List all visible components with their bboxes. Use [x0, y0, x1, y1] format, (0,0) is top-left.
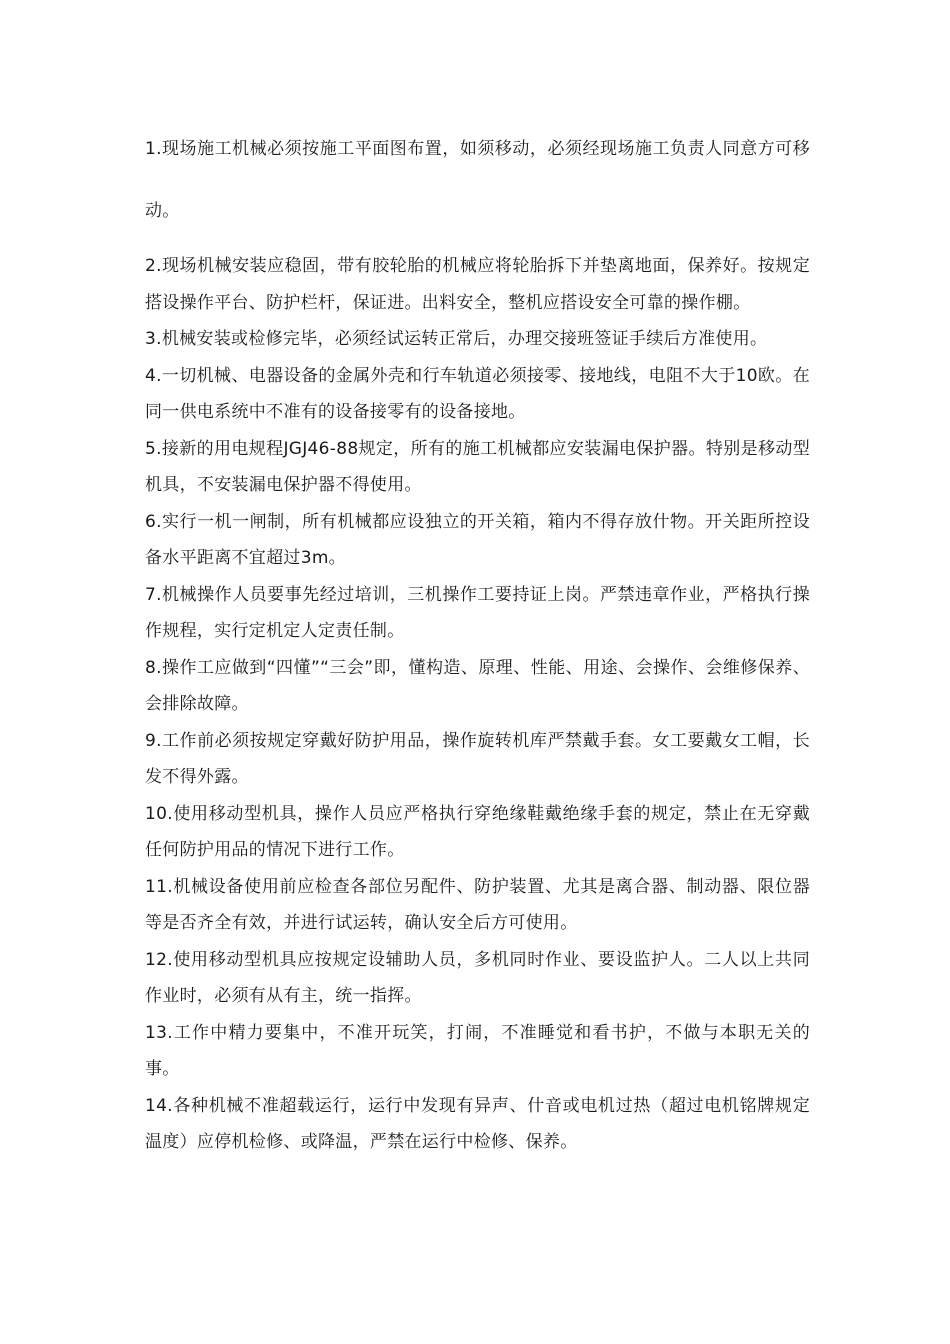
paragraph-14: 14.各种机械不准超载运行，运行中发现有异声、什音或电机过热（超过电机铭牌规定温度）应停机检修、或降温，严禁在运行中检修、保养。	[145, 1095, 810, 1152]
paragraph-3: 3.机械安装或检修完毕，必须经试运转正常后，办理交接班签证手续后方准使用。	[145, 329, 768, 349]
paragraph-2: 2.现场机械安装应稳固，带有胶轮胎的机械应将轮胎拆下并垫离地面，保养好。按规定搭设操作平台、防护栏杆，保证进。出料安全，整机应搭设安全可靠的操作棚。	[145, 256, 810, 313]
paragraph-10: 10.使用移动型机具，操作人员应严格执行穿绝缘鞋戴绝缘手套的规定，禁止在无穿戴任何防护用品的情况下进行工作。	[145, 803, 810, 860]
paragraph-4: 4.一切机械、电器设备的金属外壳和行车轨道必须接零、接地线，电阻不大于10欧。在同一供电系统中不准有的设备接零有的设备接地。	[145, 365, 810, 422]
paragraph-8: 8.操作工应做到“四懂”“三会”即，懂构造、原理、性能、用途、会操作、会维修保养、会排除故障。	[145, 657, 810, 714]
paragraph-11: 11.机械设备使用前应检查各部位另配件、防护装置、尤其是离合器、制动器、限位器等是否齐全有效，并进行试运转，确认安全后方可使用。	[145, 876, 810, 933]
paragraph-12: 12.使用移动型机具应按规定设辅助人员，多机同时作业、要设监护人。二人以上共同作业时，必须有从有主，统一指挥。	[145, 949, 810, 1006]
paragraph-13: 13.工作中精力要集中，不准开玩笑，打闹，不准睡觉和看书护，不做与本职无关的事。	[145, 1022, 810, 1079]
paragraph-5: 5.接新的用电规程JGJ46-88规定，所有的施工机械都应安装漏电保护器。特别是移动型机具，不安装漏电保护器不得使用。	[145, 438, 810, 495]
paragraph-1: 1.现场施工机械必须按施工平面图布置，如须移动，必须经现场施工负责人同意方可移动。	[145, 139, 810, 221]
paragraph-9: 9.工作前必须按规定穿戴好防护用品，操作旋转机库严禁戴手套。女工要戴女工帽，长发不得外露。	[145, 730, 810, 787]
paragraph-7: 7.机械操作人员要事先经过培训，三机操作工要持证上岗。严禁违章作业，严格执行操作规程，实行定机定人定责任制。	[145, 584, 810, 641]
document-body	[145, 118, 810, 1161]
paragraph-6: 6.实行一机一闸制，所有机械都应设独立的开关箱，箱内不得存放什物。开关距所控设备水平距离不宜超过3m。	[145, 511, 810, 568]
